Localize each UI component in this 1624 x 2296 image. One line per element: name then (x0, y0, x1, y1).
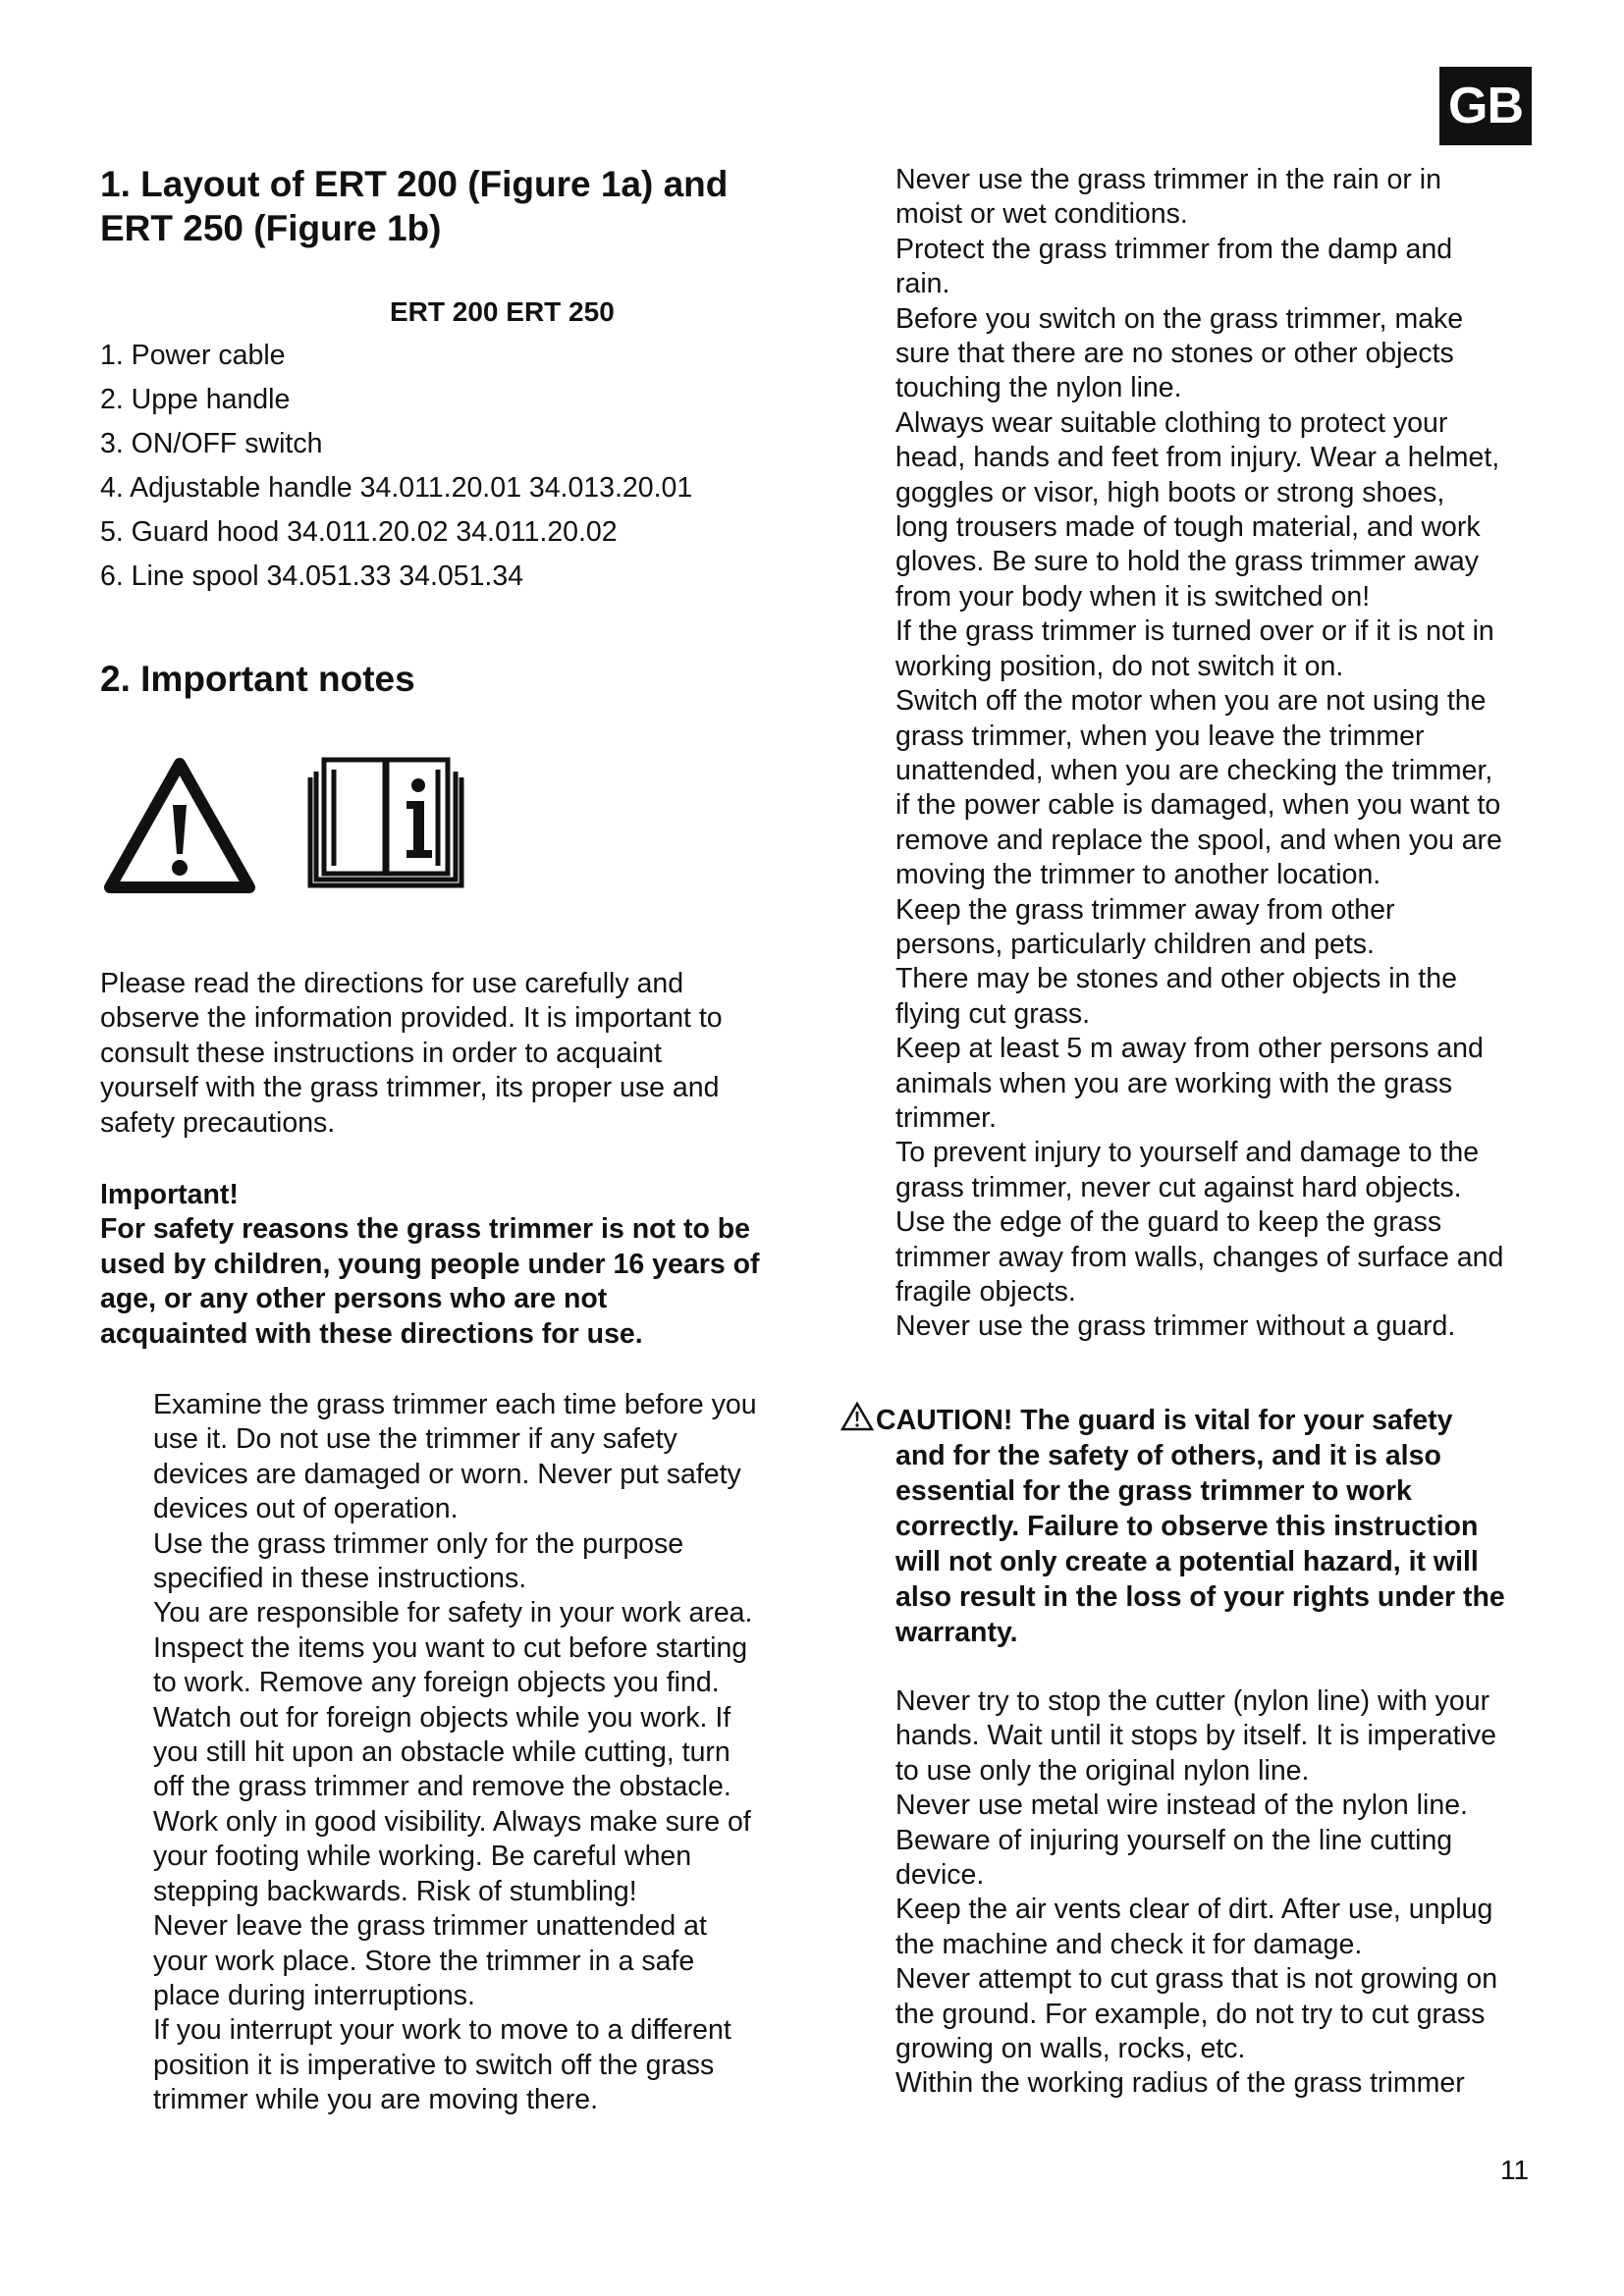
text-line: Before you switch on the grass trimmer, make (895, 302, 1464, 335)
text-line: yourself with the grass trimmer, its proper use and (100, 1072, 720, 1104)
text-line: Never use the grass trimmer in the rain or in (895, 164, 1441, 195)
text-line: persons, particularly children and pets. (895, 928, 1375, 960)
text-line: 1. Power cable (100, 340, 286, 371)
text-line: stepping backwards. Risk of stumbling! (153, 1875, 637, 1907)
text-line: For safety reasons the grass trimmer is not to be (100, 1213, 751, 1246)
text-line: the machine and check it for damage. (895, 1928, 1363, 1960)
text-line: working position, do not switch it on. (895, 650, 1344, 682)
text-line: consult these instructions in order to acquaint (100, 1037, 662, 1069)
important-notice (100, 1178, 760, 1352)
text-line: Watch out for foreign objects while you work. If (153, 1701, 731, 1734)
text-line: moving the trimmer to another location. (895, 859, 1381, 891)
text-line: you still hit upon an obstacle while cutting, turn (153, 1736, 731, 1769)
text-line: from your body when it is switched on! (895, 580, 1371, 613)
text-line: Never use metal wire instead of the nylon line. (895, 1789, 1468, 1822)
text-line: will not only create a potential hazard, it will (895, 1546, 1479, 1577)
text-line: if the power cable is damaged, when you want to (895, 789, 1501, 822)
text-line: 1. Layout of ERT 200 (Figure 1a) and (100, 164, 729, 204)
text-line: off the grass trimmer and remove the obstacle. (153, 1771, 731, 1803)
text-line: age, or any other persons who are not (100, 1283, 608, 1315)
text-line: Switch off the motor when you are not using the (895, 685, 1487, 718)
text-line: and for the safety of others, and it is also (895, 1440, 1441, 1471)
text-line: Within the working radius of the grass trimmer (895, 2067, 1465, 2100)
text-line: growing on walls, rocks, etc. (895, 2033, 1246, 2065)
text-line: goggles or visor, high boots or strong shoes, (895, 476, 1445, 508)
after-caution-notes (895, 1684, 1497, 2102)
text-line: to use only the original nylon line. (895, 1754, 1310, 1787)
language-badge: GB (1439, 67, 1532, 145)
text-line: Work only in good visibility. Always make sure of (153, 1805, 751, 1838)
text-line: Please read the directions for use carefully and (100, 968, 684, 999)
text-line: your work place. Store the trimmer in a safe (153, 1945, 695, 1977)
text-line: the ground. For example, do not try to cut grass (895, 1998, 1486, 2030)
text-line: Always wear suitable clothing to protect your (895, 406, 1448, 439)
text-line: 4. Adjustable handle 34.011.20.01 34.013.20.01 (100, 472, 693, 504)
page-number: 11 (1500, 2155, 1530, 2185)
warning-triangle-icon (104, 756, 255, 893)
text-line: Never attempt to cut grass that is not growing on (895, 1963, 1498, 1996)
text-line: also result in the loss of your rights under the (895, 1581, 1505, 1613)
text-line: long trousers made of tough material, and work (895, 511, 1481, 544)
read-manual-icon (304, 756, 467, 891)
text-line: Protect the grass trimmer from the damp and (895, 233, 1453, 265)
text-line: Never use the grass trimmer without a guard. (895, 1310, 1456, 1343)
text-line: Examine the grass trimmer each time before you (153, 1389, 757, 1420)
text-line: To prevent injury to yourself and damage to the (895, 1137, 1480, 1169)
column-headers: ERT 200 ERT 250 (390, 296, 615, 327)
text-line: If you interrupt your work to move to a different (153, 2014, 731, 2047)
text-line: acquainted with these directions for use. (100, 1317, 643, 1350)
text-line: grass trimmer, never cut against hard objects. (895, 1171, 1462, 1203)
text-line: specified in these instructions. (153, 1563, 527, 1595)
text-line: position it is imperative to switch off the grass (153, 2049, 715, 2081)
parts-list (100, 334, 692, 599)
section-1-title (100, 162, 728, 250)
text-line: grass trimmer, when you leave the trimmer (895, 720, 1425, 752)
text-line: Never leave the grass trimmer unattended at (153, 1910, 707, 1943)
text-line: used by children, young people under 16 years of (100, 1248, 760, 1280)
text-line: Never try to stop the cutter (nylon line) with your (895, 1685, 1490, 1717)
text-line: essential for the grass trimmer to work (895, 1475, 1412, 1507)
text-line: trimmer while you are moving there. (153, 2084, 598, 2116)
text-line: device. (895, 1859, 985, 1892)
text-line: hands. Wait until it stops by itself. It is imperative (895, 1720, 1496, 1752)
text-line: Inspect the items you want to cut before starting (153, 1631, 748, 1664)
text-line: observe the information provided. It is important to (100, 1002, 723, 1035)
text-line: fragile objects. (895, 1276, 1076, 1308)
text-line: rain. (895, 268, 950, 300)
text-line: unattended, when you are checking the trimmer, (895, 754, 1493, 786)
section-2-title: 2. Important notes (100, 659, 415, 699)
text-line: use it. Do not use the trimmer if any safety (153, 1423, 677, 1456)
left-safety-notes (153, 1388, 757, 2118)
text-line: animals when you are working with the grass (895, 1067, 1453, 1099)
text-line: to work. Remove any foreign objects you find. (153, 1667, 720, 1699)
text-line: head, hands and feet from injury. Wear a helmet, (895, 442, 1500, 474)
intro-paragraph (100, 967, 723, 1141)
caution-icon (840, 1402, 874, 1431)
text-line: Use the grass trimmer only for the purpose (153, 1527, 684, 1560)
text-line: 5. Guard hood 34.011.20.02 34.011.20.02 (100, 516, 618, 548)
text-line: touching the nylon line. (895, 372, 1182, 404)
text-line: gloves. Be sure to hold the grass trimmer away (895, 546, 1480, 578)
text-line: Important! (100, 1179, 239, 1210)
text-line: You are responsible for safety in your work area. (153, 1597, 753, 1629)
text-line: Beware of injuring yourself on the line cutting (895, 1824, 1453, 1856)
text-line: flying cut grass. (895, 997, 1090, 1030)
caution-notice (876, 1403, 1505, 1650)
text-line: 3. ON/OFF switch (100, 428, 323, 459)
text-line: There may be stones and other objects in the (895, 963, 1457, 995)
text-line: trimmer. (895, 1101, 997, 1134)
text-line: trimmer away from walls, changes of surface and (895, 1241, 1504, 1273)
text-line: place during interruptions. (153, 1979, 475, 2011)
text-line: Keep at least 5 m away from other persons and (895, 1033, 1484, 1065)
text-line: safety precautions. (100, 1106, 336, 1139)
right-safety-notes (895, 163, 1503, 1345)
text-line: moist or wet conditions. (895, 198, 1188, 231)
text-line: devices are damaged or worn. Never put safety (153, 1458, 741, 1490)
text-line: sure that there are no stones or other objects (895, 338, 1454, 370)
text-line: your footing while working. Be careful when (153, 1841, 692, 1873)
text-line: 2. Uppe handle (100, 384, 291, 415)
text-line: devices out of operation. (153, 1493, 459, 1525)
text-line: correctly. Failure to observe this instruction (895, 1511, 1479, 1542)
text-line: If the grass trimmer is turned over or if it is not in (895, 615, 1494, 648)
text-line: 6. Line spool 34.051.33 34.051.34 (100, 561, 524, 592)
text-line: Keep the grass trimmer away from other (895, 893, 1395, 926)
text-line: ERT 250 (Figure 1b) (100, 208, 442, 248)
text-line: remove and replace the spool, and when you are (895, 824, 1502, 856)
text-line: CAUTION! The guard is vital for your safety (876, 1405, 1453, 1436)
text-line: Keep the air vents clear of dirt. After use, unplug (895, 1894, 1493, 1926)
text-line: Use the edge of the guard to keep the grass (895, 1206, 1442, 1239)
text-line: warranty. (895, 1617, 1018, 1648)
